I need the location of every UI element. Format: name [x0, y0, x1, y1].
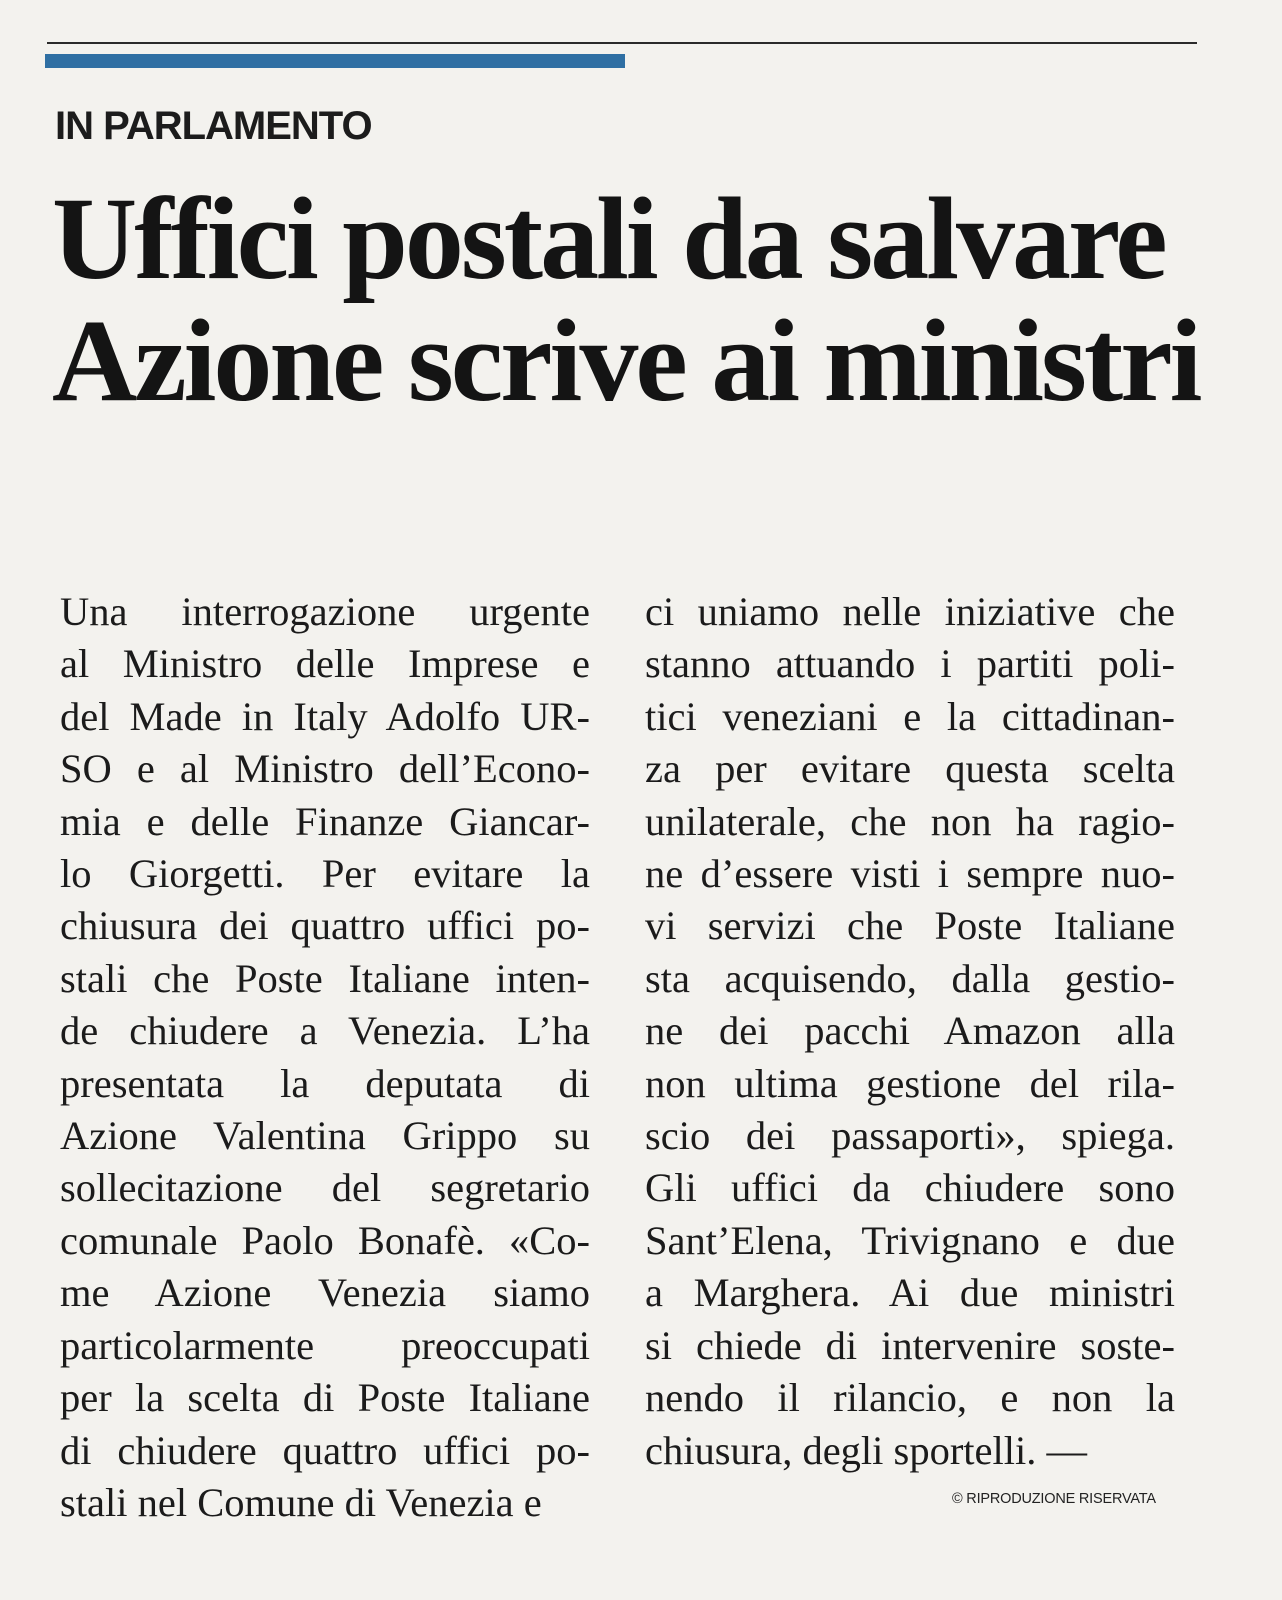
article-line: del Made in Italy Adolfo UR-: [60, 693, 590, 739]
article-line: Gli uffici da chiudere sono: [645, 1165, 1175, 1211]
article-line: comunale Paolo Bonafè. «Co-: [60, 1217, 590, 1263]
article-line: me Azione Venezia siamo: [60, 1270, 590, 1316]
article-line: stanno attuando i partiti poli-: [645, 641, 1175, 687]
article-line: di chiudere quattro uffici po-: [60, 1427, 590, 1473]
article-line: si chiede di intervenire soste-: [645, 1322, 1175, 1368]
copyright-notice: © RIPRODUZIONE RISERVATA: [952, 1491, 1156, 1507]
article-line: tici veneziani e la cittadinan-: [645, 693, 1175, 739]
section-accent-bar: [45, 54, 625, 68]
article-line: lo Giorgetti. Per evitare la: [60, 851, 590, 897]
article-line: unilaterale, che non ha ragio-: [645, 798, 1175, 844]
article-line: ne d’essere visti i sempre nuo-: [645, 851, 1175, 897]
article-line: mia e delle Finanze Giancar-: [60, 798, 590, 844]
article-line: particolarmente preoccupati: [60, 1322, 590, 1368]
article-line: de chiudere a Venezia. L’ha: [60, 1008, 590, 1054]
article-line: Una interrogazione urgente: [60, 589, 590, 634]
article-line: Azione Valentina Grippo su: [60, 1113, 590, 1159]
article-line: chiusura dei quattro uffici po-: [60, 903, 590, 949]
article-line: Sant’Elena, Trivignano e due: [645, 1217, 1175, 1263]
article-line: scio dei passaporti», spiega.: [645, 1113, 1175, 1159]
article-line: chiusura, degli sportelli. —: [645, 1427, 1088, 1473]
top-rule: [47, 42, 1197, 44]
article-line: non ultima gestione del rila-: [645, 1060, 1175, 1106]
article-line: ne dei pacchi Amazon alla: [645, 1008, 1175, 1054]
article-column-left: [60, 586, 590, 1529]
article-line: SO e al Ministro dell’Econo-: [60, 746, 590, 792]
section-kicker: IN PARLAMENTO: [55, 104, 372, 148]
article-line: za per evitare questa scelta: [645, 746, 1175, 792]
article-line: al Ministro delle Imprese e: [60, 641, 590, 687]
article-line: per la scelta di Poste Italiane: [60, 1375, 590, 1421]
article-line: sollecitazione del segretario: [60, 1165, 590, 1211]
article-line: presentata la deputata di: [60, 1060, 590, 1106]
headline-line-2: Azione scrive ai ministri: [52, 295, 1200, 426]
article-line: vi servizi che Poste Italiane: [645, 903, 1175, 949]
headline-line-1: Uffici postali da salvare: [52, 173, 1165, 304]
headline: [52, 173, 1252, 426]
article-line: nendo il rilancio, e non la: [645, 1375, 1175, 1421]
article-column-right: [645, 586, 1175, 1477]
article-line: stali nel Comune di Venezia e: [60, 1479, 542, 1525]
article-line: sta acquisendo, dalla gestio-: [645, 955, 1175, 1001]
article-line: a Marghera. Ai due ministri: [645, 1270, 1175, 1316]
article-line: stali che Poste Italiane inten-: [60, 955, 590, 1001]
article-line: ci uniamo nelle iniziative che: [645, 589, 1175, 634]
